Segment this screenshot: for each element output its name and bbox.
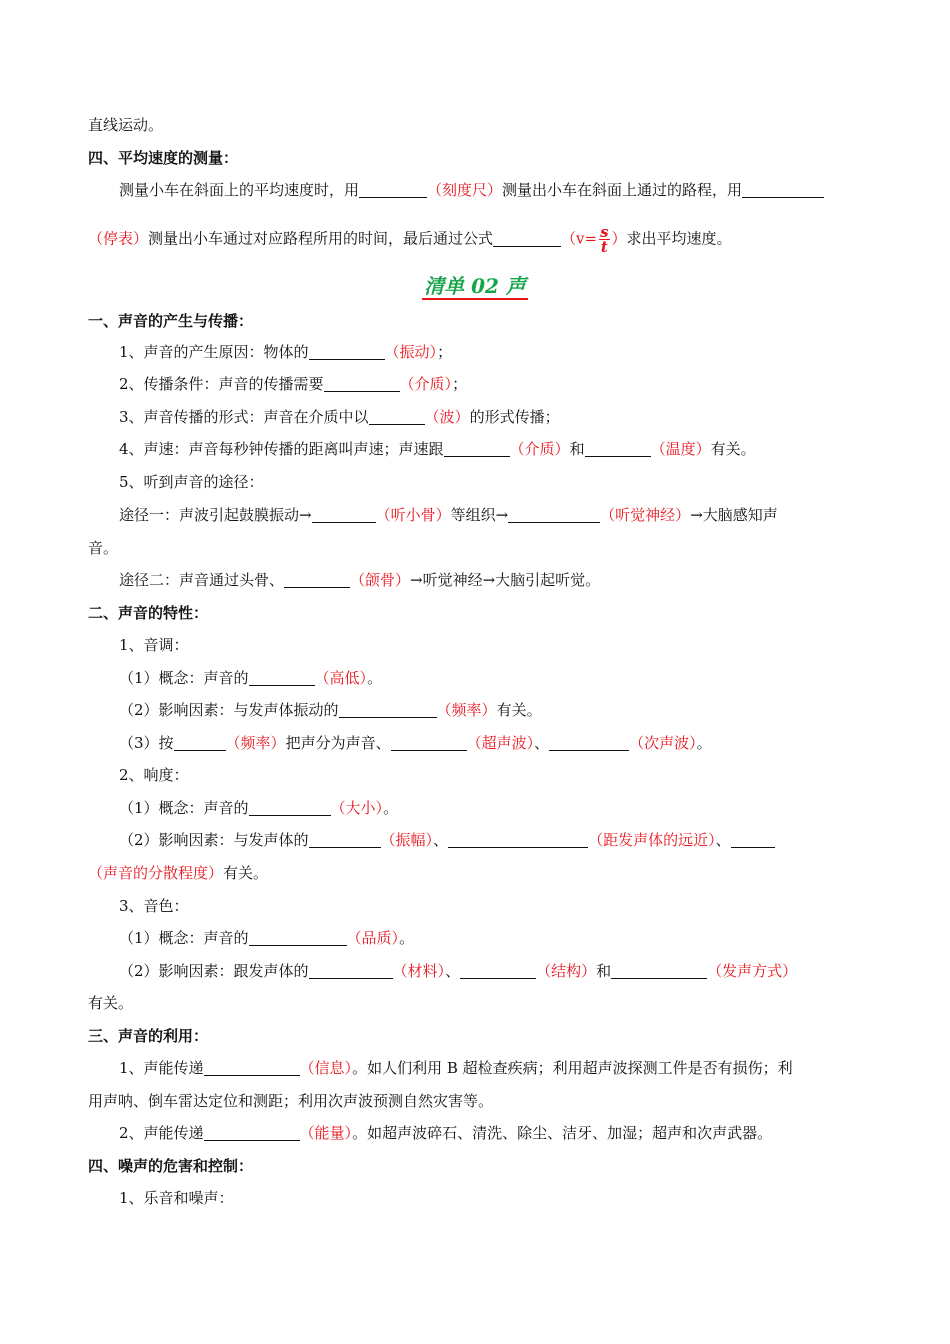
text-line (88, 537, 864, 559)
answer: （结构） (536, 962, 597, 980)
text-line (119, 895, 864, 917)
text-line (119, 1122, 864, 1144)
text-run: 1、音调： (119, 636, 189, 654)
text-line (88, 862, 864, 884)
blank (174, 734, 226, 751)
blank (391, 734, 467, 751)
text-run: 清单 02 声 (424, 274, 526, 298)
text-run: 、 (715, 831, 731, 849)
text-run: 1、声能传递 (119, 1059, 204, 1077)
blank (312, 506, 376, 523)
blank (249, 799, 331, 816)
blank (339, 701, 437, 718)
answer: （次声波） (629, 734, 697, 752)
text-line (88, 992, 864, 1014)
text-line (119, 179, 864, 201)
answer: （高低） (314, 669, 368, 687)
text-line (119, 438, 864, 460)
answer: （v= (561, 229, 598, 248)
text-run: 有关。 (710, 440, 756, 458)
blank (309, 343, 385, 360)
blank (309, 831, 381, 848)
text-run: 。如超声波碎石、清洗、除尘、洁牙、加湿；超声和次声武器。 (352, 1124, 773, 1142)
blank (249, 669, 315, 686)
answer: （介质） (509, 440, 570, 458)
text-run: 1、乐音和噪声： (119, 1189, 234, 1207)
answer: （温度） (650, 440, 711, 458)
text-run: 2、传播条件：声音的传播需要 (119, 375, 324, 393)
text-line (119, 471, 864, 493)
list-title (0, 270, 950, 299)
text-run: 3、音色： (119, 897, 189, 915)
text-run: 直线运动。 (88, 116, 164, 134)
text-run: 、 (433, 831, 449, 849)
text-run: s (600, 223, 609, 241)
text-run: ； (452, 375, 468, 393)
text-run: →大脑感知声 (690, 506, 778, 524)
text-line (88, 225, 864, 254)
answer: （刻度尺） (427, 181, 503, 199)
text-run: 的形式传播； (469, 408, 560, 426)
text-run: 等组织→ (450, 506, 509, 524)
section-heading: 三、声音的利用： (88, 1027, 209, 1045)
text-run: 2、响度： (119, 766, 189, 784)
answer: （能量） (299, 1124, 353, 1142)
text-run: 用声呐、倒车雷达定位和测距；利用次声波预测自然灾害等。 (88, 1092, 494, 1110)
answer: （品质） (346, 929, 400, 947)
text-run: 。如人们利用 B 超检查疾病；利用超声波探测工件是否有损伤；利 (352, 1059, 793, 1077)
text-line (119, 797, 864, 819)
section-heading: 二、声音的特性： (88, 604, 209, 622)
text-line (119, 569, 864, 591)
text-run: （2）影响因素：与发声体振动的 (119, 701, 339, 719)
text-line (119, 732, 864, 754)
text-run: 。 (383, 799, 399, 817)
blank (549, 734, 629, 751)
text-line (119, 927, 864, 949)
blank (249, 929, 347, 946)
text-run: （3）按 (119, 734, 174, 752)
blank (611, 962, 707, 979)
text-run: 。 (696, 734, 712, 752)
answer: （波） (424, 408, 470, 426)
blank (359, 181, 427, 198)
text-run: （1）概念：声音的 (119, 929, 249, 947)
blank (204, 1059, 300, 1076)
blank (444, 440, 510, 457)
answer: （材料） (392, 962, 446, 980)
text-run: 求出平均速度。 (626, 229, 732, 248)
text-run: ； (437, 343, 453, 361)
text-run: 1、声音的产生原因：物体的 (119, 343, 309, 361)
blank (508, 506, 600, 523)
text-run: 2、声能传递 (119, 1124, 204, 1142)
text-line (119, 764, 864, 786)
answer: （介质） (399, 375, 453, 393)
blank (204, 1124, 300, 1141)
answer: （颌骨） (350, 571, 411, 589)
answer: （振幅） (380, 831, 434, 849)
answer: （频率） (436, 701, 497, 719)
answer: （听小骨） (375, 506, 451, 524)
answer: （声音的分散程度） (88, 864, 224, 882)
text-run: 有关。 (496, 701, 542, 719)
section-heading: 四、噪声的危害和控制： (88, 1157, 254, 1175)
text-line (119, 406, 864, 428)
text-line (119, 829, 864, 851)
text-run: 3、声音传播的形式：声音在介质中以 (119, 408, 369, 426)
text-run: ） (611, 229, 627, 248)
blank (493, 230, 561, 247)
text-line (88, 1090, 864, 1112)
blank (309, 962, 393, 979)
text-run: （1）概念：声音的 (119, 799, 249, 817)
text-run: 。 (367, 669, 383, 687)
text-line (119, 373, 864, 395)
text-run: 途径一：声波引起鼓膜振动→ (119, 506, 312, 524)
text-line (119, 341, 864, 363)
text-line (88, 114, 864, 136)
text-run: 途径二：声音通过头骨、 (119, 571, 285, 589)
blank (369, 408, 425, 425)
blank (731, 831, 775, 848)
answer: （超声波） (466, 734, 535, 752)
text-run: 音。 (88, 539, 119, 557)
answer: （大小） (330, 799, 384, 817)
text-run: 、 (534, 734, 550, 752)
answer: （距发声体的远近） (588, 831, 716, 849)
text-run: 、 (445, 962, 461, 980)
text-run: 4、声速：声音每秒钟传播的距离叫声速；声速跟 (119, 440, 444, 458)
blank (324, 375, 400, 392)
text-run: 把声分为声音、 (285, 734, 391, 752)
text-line (119, 504, 864, 526)
text-line (119, 667, 864, 689)
blank (460, 962, 536, 979)
text-run: 有关。 (88, 994, 134, 1012)
text-run: （1）概念：声音的 (119, 669, 249, 687)
answer: （发声方式） (707, 962, 798, 980)
text-run: 5、听到声音的途径： (119, 473, 264, 491)
section-heading: 四、平均速度的测量： (88, 149, 239, 167)
text-run: 测量出小车在斜面上通过的路程，用 (502, 181, 743, 199)
answer: （停表） (88, 229, 149, 248)
answer: （振动） (384, 343, 438, 361)
blank (448, 831, 588, 848)
text-run: 测量小车在斜面上的平均速度时，用 (119, 181, 360, 199)
formula-fraction (599, 225, 609, 254)
answer: （信息） (299, 1059, 353, 1077)
text-line (119, 1057, 864, 1079)
text-line (119, 699, 864, 721)
text-run: t (600, 238, 608, 256)
blank (742, 181, 824, 198)
text-run: （2）影响因素：与发声体的 (119, 831, 309, 849)
text-run: 和 (596, 962, 612, 980)
text-line (119, 634, 864, 656)
text-run: 有关。 (223, 864, 269, 882)
answer: （频率） (225, 734, 286, 752)
answer: （听觉神经） (600, 506, 691, 524)
text-run: 测量出小车通过对应路程所用的时间，最后通过公式 (148, 229, 494, 248)
text-line (119, 960, 864, 982)
text-line (119, 1187, 864, 1209)
section-heading: 一、声音的产生与传播： (88, 312, 254, 330)
text-run: （2）影响因素：跟发声体的 (119, 962, 309, 980)
blank (284, 571, 350, 588)
text-run: 。 (399, 929, 415, 947)
text-run: →听觉神经→大脑引起听觉。 (410, 571, 601, 589)
text-run: 和 (569, 440, 585, 458)
blank (585, 440, 651, 457)
